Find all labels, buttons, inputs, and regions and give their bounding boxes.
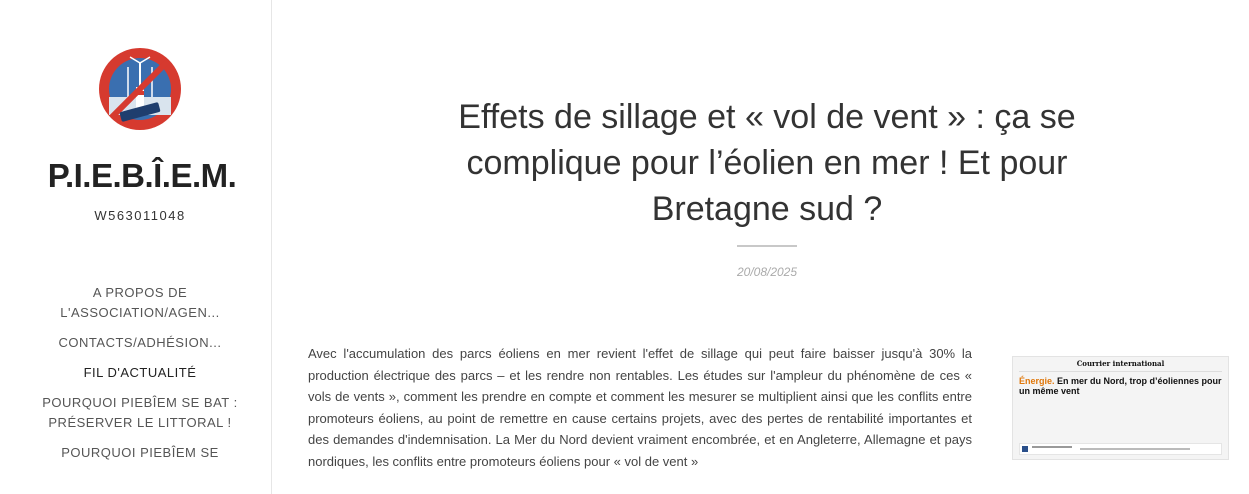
post-body: Avec l'accumulation des parcs éoliens en mer revient l'effet de sillage qui peut faire baisser jusqu'à 30% la production électrique des parcs – et les rendre non rentables. Les études sur l'ampleur du phénomène de ces « vols de vents », comment les prendre en compte et comment les mesurer se multiplient ainsi que les conflits entre promoteurs éoliens, au point de remettre en cause certains projets, avec des pertes de rentabilité importantes et des demandes d'indemnisation. La Mer du Nord devient vraiment encombrée, et en Angleterre, Allemagne et pays nordiques, les conflits entre promoteurs éoliens pour « vol de vent »: [308, 346, 972, 469]
association-logo[interactable]: [98, 47, 182, 131]
thumbnail-headline: [1019, 376, 1222, 396]
thumbnail-source-icon: [1022, 446, 1028, 452]
thumbnail-meta-line: [1080, 448, 1190, 450]
nav-item-about[interactable]: A PROPOS DE L'ASSOCIATION/AGEN...: [60, 285, 220, 320]
article-thumbnail[interactable]: [1012, 356, 1229, 460]
main-navigation: [40, 283, 240, 473]
thumbnail-brand: Courrier international: [1076, 359, 1165, 368]
main-content: [272, 0, 1249, 494]
site-title[interactable]: P.I.E.B.Î.E.M.: [47, 157, 237, 194]
post-title: Effets de sillage et « vol de vent » : ça se complique pour l’éolien en mer ! Et pour Bretagne sud ?: [458, 98, 1076, 228]
thumbnail-headline-keyword: Énergie.: [1019, 376, 1055, 386]
thumbnail-divider: [1019, 371, 1222, 372]
thumbnail-source-line: [1032, 446, 1072, 448]
post-date: 20/08/2025: [736, 265, 798, 279]
nav-item-news-feed[interactable]: FIL D'ACTUALITÉ: [83, 365, 197, 380]
site-subtitle: W563011048: [94, 208, 186, 223]
title-divider: [737, 245, 797, 247]
thumbnail-headline-text: En mer du Nord, trop d’éoliennes pour un même vent: [1019, 376, 1222, 396]
sidebar: [0, 0, 272, 494]
nav-item-contacts[interactable]: CONTACTS/ADHÉSION...: [58, 335, 222, 350]
thumbnail-footer: [1019, 443, 1222, 455]
nav-item-why-piebiem-fights[interactable]: POURQUOI PIEBÎEM SE BAT : PRÉSERVER LE LITTORAL !: [42, 395, 238, 430]
nav-item-why-piebiem-2[interactable]: POURQUOI PIEBÎEM SE: [61, 445, 219, 460]
